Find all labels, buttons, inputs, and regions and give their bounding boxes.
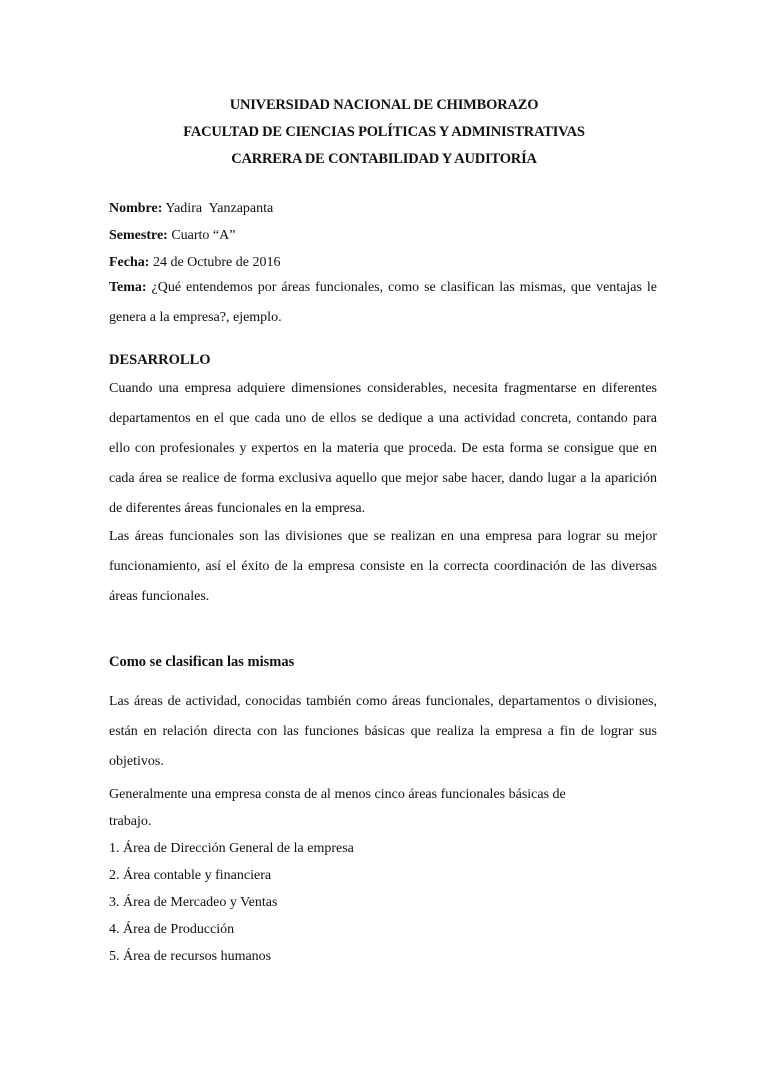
topic-value: ¿Qué entendemos por áreas funcionales, como se clasifican las mismas, que ventajas le genera a la empresa?, ejemplo.	[109, 280, 657, 325]
list-item: 5. Área de recursos humanos	[109, 949, 272, 964]
list-item: 1. Área de Dirección General de la empresa	[109, 841, 354, 856]
faculty-name: FACULTAD DE CIENCIAS POLÍTICAS Y ADMINISTRATIVAS	[183, 124, 585, 140]
list-item: 2. Área contable y financiera	[109, 868, 272, 883]
desarrollo-paragraph-1: Cuando una empresa adquiere dimensiones considerables, necesita fragmentarse en diferentes departamentos en el que cada uno de ellos se dedique a una actividad concreta, contando para ello con profesionales y expertos en la materia que proceda. De esta forma se consigue que en cada área se realice de forma exclusiva aquello que mejor sabe hacer, dando lugar a la aparición de diferentes áreas funcionales en la empresa.	[109, 381, 657, 516]
student-info	[109, 195, 657, 276]
semester-label: Semestre:	[109, 228, 168, 243]
document-header	[0, 92, 768, 173]
desarrollo-title	[109, 352, 657, 369]
areas-intro-line-1: Generalmente una empresa consta de al menos cinco áreas funcionales básicas de	[109, 787, 566, 802]
name-value: Yadira Yanzapanta	[162, 201, 274, 216]
list-item: 3. Área de Mercadeo y Ventas	[109, 895, 278, 910]
clasificacion-heading: Como se clasifican las mismas	[109, 654, 295, 670]
areas-list	[109, 781, 657, 970]
list-item: 4. Área de Producción	[109, 922, 235, 937]
desarrollo-paragraph-2: Las áreas funcionales son las divisiones que se realizan en una empresa para lograr su mejor funcionamiento, así el éxito de la empresa consiste en la correcta coordinación de las diversas áreas funcionales.	[109, 529, 657, 604]
clasificacion-paragraph: Las áreas de actividad, conocidas también como áreas funcionales, departamentos o divisiones, están en relación directa con las funciones básicas que realiza la empresa a fin de lograr sus objetivos.	[109, 694, 657, 769]
topic-label: Tema:	[109, 280, 147, 295]
topic-row	[109, 273, 657, 333]
areas-intro-line-2: trabajo.	[109, 814, 152, 829]
career-name: CARRERA DE CONTABILIDAD Y AUDITORÍA	[231, 151, 537, 167]
semester-value: Cuarto “A”	[167, 228, 236, 243]
university-name: UNIVERSIDAD NACIONAL DE CHIMBORAZO	[229, 97, 539, 113]
date-value: 24 de Octubre de 2016	[149, 255, 281, 270]
desarrollo-heading: DESARROLLO	[109, 352, 211, 368]
semester-row	[109, 222, 657, 249]
name-label: Nombre:	[109, 201, 163, 216]
date-label: Fecha:	[109, 255, 150, 270]
date-row	[109, 249, 657, 276]
name-row	[109, 195, 657, 222]
clasificacion-title	[109, 654, 657, 671]
